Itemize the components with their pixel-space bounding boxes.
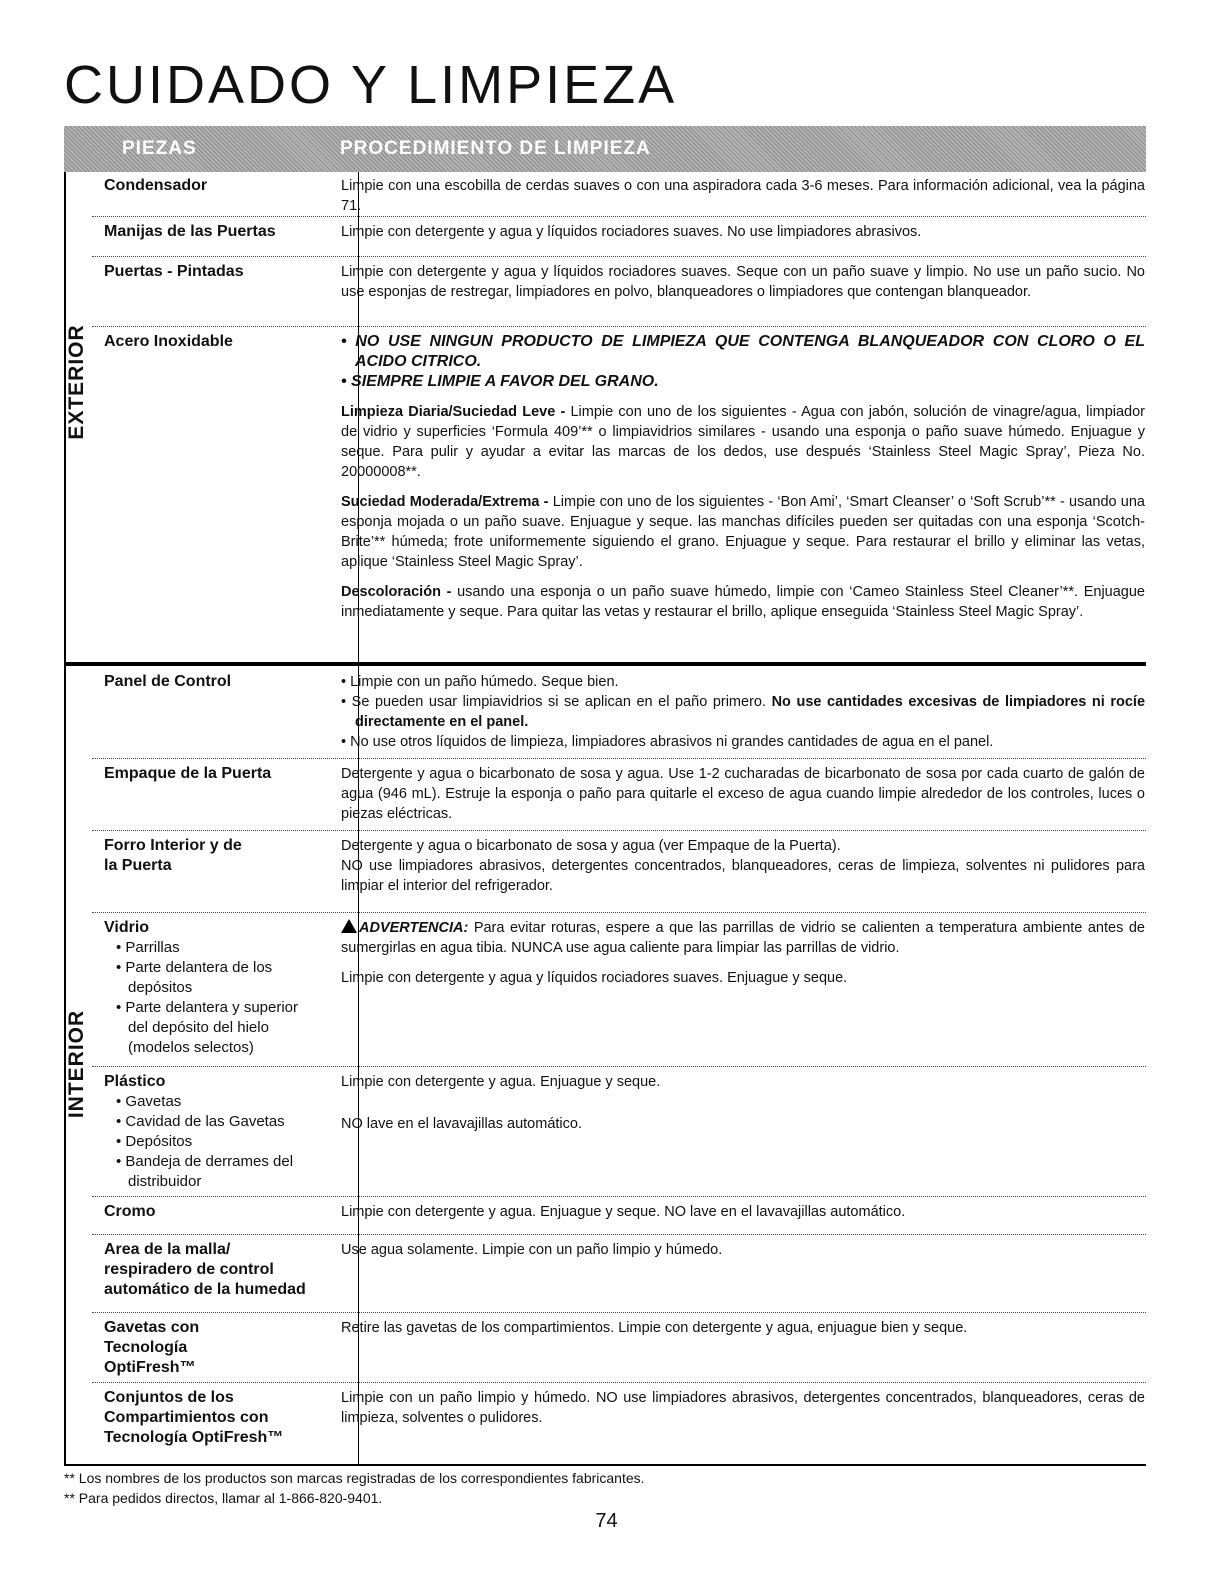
part-name: Plástico • Gavetas • Cavidad de las Gavetas • Depósitos • Bandeja de derrames del distribuidor [104, 1073, 294, 1190]
part-name: Panel de Control [104, 673, 232, 690]
part-name: Conjuntos de los Compartimientos con Tecnología OptiFresh™ [104, 1389, 284, 1446]
table-row [92, 1068, 1146, 1197]
bottom-rule [64, 1464, 1146, 1466]
table-header [64, 126, 1146, 172]
table-row [92, 914, 1146, 1067]
interior-label: INTERIOR [65, 1009, 88, 1119]
subheading: Descoloración - [341, 584, 452, 600]
bullet-line: • Limpie con un paño húmedo. Seque bien. [341, 674, 619, 690]
part-name: Gavetas con Tecnología OptiFresh™ [104, 1319, 200, 1376]
procedure-text: Limpie con detergente y agua y líquidos rociadores suaves. No use limpiadores abrasivos. [341, 224, 922, 240]
part-name: Acero Inoxidable [104, 333, 233, 350]
interior-section [64, 664, 1146, 1464]
warning-icon [341, 919, 357, 933]
part-name: Condensador [104, 177, 208, 194]
procedure-text: Limpie con una escobilla de cerdas suaves o con una aspiradora cada 3-6 meses. Para información adicional, vea la página 71. [341, 178, 1145, 214]
part-name: Area de la malla/ respiradero de control automático de la humedad [104, 1241, 306, 1298]
paragraph: Limpie con uno de los siguientes - Agua con jabón, solución de vinagre/agua, limpiador de vidrio y superficies ‘Formula 409’** o limpiavidrios similares - usando una esponja o paño suave húmedo. Enjuague y seque. Para pulir y ayudar a evitar las marcas de los dedos, use después ‘Stainless Steel Magic Spray’, Pieza No. 20000008**. [341, 404, 1145, 480]
header-piezas: PIEZAS [122, 138, 197, 159]
table-row [92, 1198, 1146, 1235]
paragraph: usando una esponja o un paño suave húmedo, limpie con ‘Cameo Stainless Steel Cleaner’**. Enjuague inmediatamente y seque. Para quitar las vetas y restaurar el brillo, aplique enseguida ‘Stainless Steel Magic Spray’. [341, 584, 1145, 620]
procedure-text: Limpie con un paño limpio y húmedo. NO use limpiadores abrasivos, detergentes concentrados, blanqueadores, ceras de limpieza, solventes o pulidores. [341, 1390, 1145, 1426]
warning-line: • NO USE NINGUN PRODUCTO DE LIMPIEZA QUE CONTENGA BLANQUEADOR CON CLORO O EL ACIDO CITRICO. [341, 333, 1145, 370]
footnotes [64, 1468, 645, 1508]
table-row [92, 218, 1146, 257]
exterior-section [64, 172, 1146, 664]
footnote: ** Los nombres de los productos son marcas registradas de los correspondientes fabricantes. [64, 1470, 645, 1486]
procedure-text: Limpie con detergente y agua y líquidos rociadores suaves. Seque con un paño suave y limpio. No use un paño sucio. No use esponjas de restregar, limpiadores en polvo, blanqueadores o limpiadores que contengan blanqueador. [341, 264, 1145, 300]
warning-line: • SIEMPRE LIMPIE A FAVOR DEL GRANO. [341, 373, 659, 390]
page-title: CUIDADO Y LIMPIEZA [64, 55, 678, 115]
table-row [92, 832, 1146, 913]
procedure-text: ADVERTENCIA: Para evitar roturas, espere a que las parrillas de vidrio se calienten a temperatura ambiente antes de sumergirlas en agua tibia. NUNCA use agua caliente para limpiar las parrillas de vidrio. Limpie con detergente y agua y líquidos rociadores suaves. Enjuague y seque. [341, 920, 1145, 986]
footnote: ** Para pedidos directos, llamar al 1-866-820-9401. [64, 1490, 383, 1506]
table-row [92, 668, 1146, 759]
page-number: 74 [595, 1510, 618, 1532]
part-name: Cromo [104, 1203, 156, 1220]
bold-warning: No use cantidades excesivas de limpiadores ni rocíe directamente en el panel. [355, 694, 1146, 730]
header-procedimiento: PROCEDIMIENTO DE LIMPIEZA [340, 138, 651, 159]
part-name: Forro Interior y de la Puerta [104, 837, 242, 874]
part-name: Vidrio • Parrillas • Parte delantera de los depósitos • Parte delantera y superior del depósito del hielo (modelos selectos) [104, 919, 299, 1056]
table-row [92, 1314, 1146, 1383]
paragraph: Limpie con uno de los siguientes - ‘Bon Ami’, ‘Smart Cleanser’ o ‘Soft Scrub’** - usando una esponja mojada o un paño suave. Enjuague y seque. las manchas difíciles pueden ser quitadas con una esponja ‘Scotch-Brite’** húmeda; frote uniformemente siguiendo el grano. Enjuague y seque. Para restaurar el brillo y eliminar las vetas, aplique ‘Stainless Steel Magic Spray’. [341, 494, 1145, 570]
table-row [92, 760, 1146, 831]
table-row [92, 258, 1146, 327]
procedure-text: Use agua solamente. Limpie con un paño limpio y húmedo. [341, 1242, 723, 1258]
bullet-line: • Se pueden usar limpiavidrios si se aplican en el paño primero. [341, 694, 772, 710]
procedure-text: Detergente y agua o bicarbonato de sosa y agua (ver Empaque de la Puerta). NO use limpiadores abrasivos, detergentes concentrados, blanqueadores, ceras de limpieza, solventes ni pulidores para limpiar el interior del refrigerador. [341, 838, 1145, 894]
part-name: Puertas - Pintadas [104, 263, 244, 280]
procedure-text [341, 332, 1145, 622]
subheading: Suciedad Moderada/Extrema - [341, 494, 549, 510]
procedure-text [341, 672, 1145, 752]
procedure-text: Retire las gavetas de los compartimientos. Limpie con detergente y agua, enjuague bien y seque. [341, 1320, 968, 1336]
exterior-label: EXTERIOR [65, 324, 88, 440]
warning-label: ADVERTENCIA: [359, 920, 469, 936]
bullet-line: • No use otros líquidos de limpieza, limpiadores abrasivos ni grandes cantidades de agua en el panel. [341, 734, 994, 750]
part-name: Empaque de la Puerta [104, 765, 272, 782]
subheading: Limpieza Diaria/Suciedad Leve - [341, 404, 566, 420]
table-row [92, 1236, 1146, 1313]
table-row [92, 1384, 1146, 1460]
procedure-text: Detergente y agua o bicarbonato de sosa y agua. Use 1-2 cucharadas de bicarbonato de sosa por cada cuarto de galón de agua (946 mL). Estruje la esponja o paño para quitarle el exceso de agua cuando limpie alrededor de los controles, luces o piezas eléctricas. [341, 766, 1145, 822]
procedure-text: Limpie con detergente y agua. Enjuague y seque. NO lave en el lavavajillas automático. [341, 1204, 906, 1220]
part-name: Manijas de las Puertas [104, 223, 276, 240]
table-row [92, 328, 1146, 664]
table-row [92, 172, 1146, 217]
procedure-text: Limpie con detergente y agua. Enjuague y seque. NO lave en el lavavajillas automático. [341, 1074, 661, 1132]
